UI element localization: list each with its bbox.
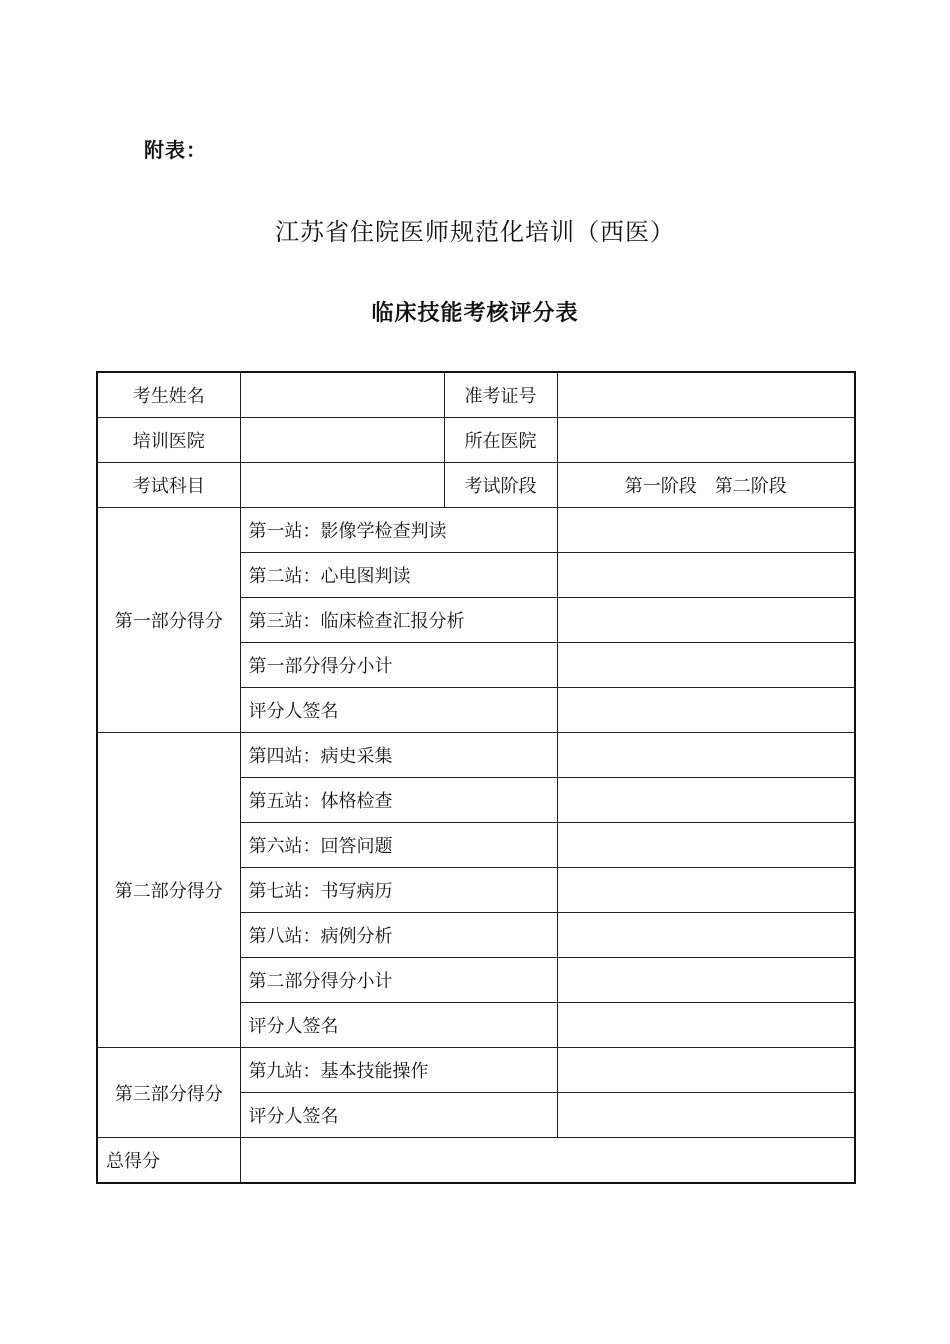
signature-field[interactable] — [557, 688, 855, 733]
table-row — [97, 1138, 855, 1184]
current-hospital-field[interactable] — [557, 418, 855, 463]
score-field[interactable] — [557, 1048, 855, 1093]
station-label: 第五站：体格检查 — [240, 778, 557, 823]
header-label-cell: 考试阶段 — [444, 463, 557, 508]
table-row — [97, 508, 855, 553]
exam-subject-field[interactable] — [240, 463, 444, 508]
score-field[interactable] — [557, 868, 855, 913]
score-field[interactable] — [557, 823, 855, 868]
part1-label: 第一部分得分 — [97, 508, 240, 733]
table-row — [97, 1048, 855, 1093]
subtotal-label: 第二部分得分小计 — [240, 958, 557, 1003]
part3-label: 第三部分得分 — [97, 1048, 240, 1138]
station-label: 第四站：病史采集 — [240, 733, 557, 778]
station-label: 第七站：书写病历 — [240, 868, 557, 913]
header-label-cell: 考生姓名 — [97, 372, 240, 418]
document-title: 江苏省住院医师规范化培训（西医） — [275, 218, 675, 246]
header-label-cell: 准考证号 — [444, 372, 557, 418]
header-label-cell: 所在医院 — [444, 418, 557, 463]
table-row — [97, 733, 855, 778]
signature-field[interactable] — [557, 1003, 855, 1048]
admission-number-field[interactable] — [557, 372, 855, 418]
score-field[interactable] — [557, 913, 855, 958]
table-row — [97, 418, 855, 463]
score-field[interactable] — [557, 553, 855, 598]
subtotal-field[interactable] — [557, 643, 855, 688]
score-field[interactable] — [557, 598, 855, 643]
station-label: 第三站：临床检查汇报分析 — [240, 598, 557, 643]
header-label-cell: 考试科目 — [97, 463, 240, 508]
signature-label: 评分人签名 — [240, 688, 557, 733]
table-row — [97, 463, 855, 508]
total-label: 总得分 — [97, 1138, 240, 1184]
score-field[interactable] — [557, 508, 855, 553]
scoring-table — [96, 371, 856, 1184]
header-label-cell: 培训医院 — [97, 418, 240, 463]
subtotal-label: 第一部分得分小计 — [240, 643, 557, 688]
station-label: 第九站：基本技能操作 — [240, 1048, 557, 1093]
signature-label: 评分人签名 — [240, 1003, 557, 1048]
exam-stage-options[interactable]: 第一阶段 第二阶段 — [557, 463, 855, 508]
attachment-label: 附表： — [144, 138, 207, 162]
score-field[interactable] — [557, 733, 855, 778]
signature-label: 评分人签名 — [240, 1093, 557, 1138]
score-field[interactable] — [557, 778, 855, 823]
table-row — [97, 372, 855, 418]
total-score-field[interactable] — [240, 1138, 855, 1184]
station-label: 第八站：病例分析 — [240, 913, 557, 958]
subtotal-field[interactable] — [557, 958, 855, 1003]
candidate-name-field[interactable] — [240, 372, 444, 418]
station-label: 第六站：回答问题 — [240, 823, 557, 868]
station-label: 第一站：影像学检查判读 — [240, 508, 557, 553]
document-subtitle: 临床技能考核评分表 — [371, 301, 579, 326]
signature-field[interactable] — [557, 1093, 855, 1138]
part2-label: 第二部分得分 — [97, 733, 240, 1048]
training-hospital-field[interactable] — [240, 418, 444, 463]
station-label: 第二站：心电图判读 — [240, 553, 557, 598]
